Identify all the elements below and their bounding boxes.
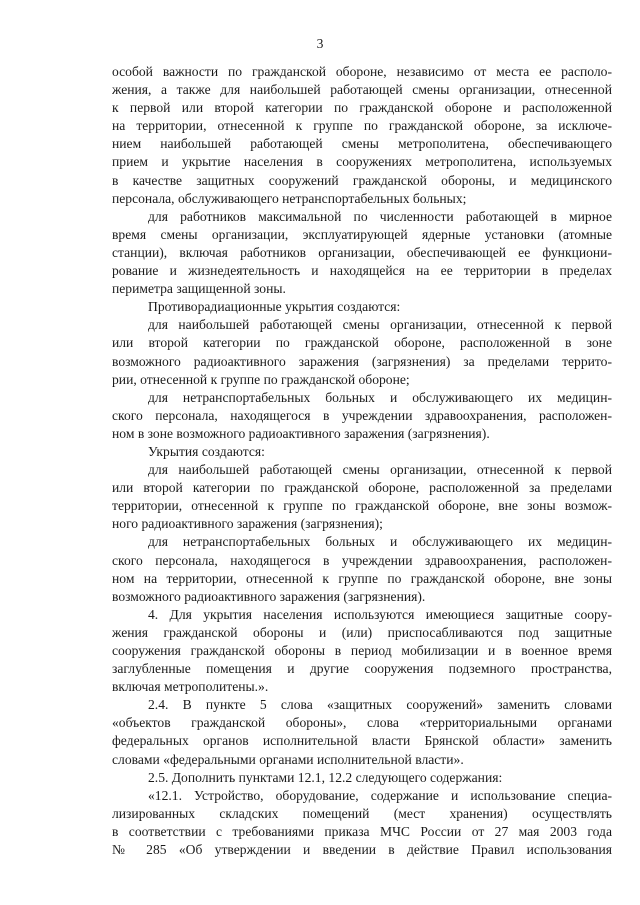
text-line: нием наибольшей работающей смены метрополитена, обеспечивающего bbox=[112, 136, 612, 152]
text-line: рование и жизнедеятельность и находящейся на ее территории в пределах bbox=[112, 263, 612, 279]
text-line: время смены организации, эксплуатирующей ядерные установки (атомные bbox=[112, 226, 612, 242]
text-line: ного радиоактивного заражения (загрязнения); bbox=[112, 516, 383, 532]
text-line: ского персонала, находящегося в учреждении здравоохранения, расположен- bbox=[112, 407, 612, 423]
text-line: ном на территории, отнесенной к группе по гражданской обороне, вне зоны bbox=[112, 570, 612, 586]
text-line: на территории, отнесенной к группе по гражданской обороне, за исключе- bbox=[112, 118, 612, 134]
text-line: рии, отнесенной к группе по гражданской обороне; bbox=[112, 371, 410, 387]
text-line: возможного радиоактивного заражения (загрязнения). bbox=[112, 588, 426, 604]
text-line: № 285 «Об утверждении и введении в действие Правил использования bbox=[112, 842, 612, 858]
text-line: 2.5. Дополнить пунктами 12.1, 12.2 следующего содержания: bbox=[148, 769, 503, 785]
text-line: особой важности по гражданской обороне, независимо от места ее располо- bbox=[112, 64, 612, 79]
text-line: 2.4. В пункте 5 слова «защитных сооружений» заменить словами bbox=[148, 697, 612, 713]
text-line: возможного радиоактивного заражения (загрязнения) за пределами террито- bbox=[112, 353, 612, 369]
text-line: к первой или второй категории по гражданской обороне и расположенной bbox=[112, 100, 612, 116]
text-line: лизированных складских помещений (мест хранения) осуществлять bbox=[112, 805, 612, 821]
text-line: или второй категории по гражданской обороне, расположенной за пределами bbox=[112, 480, 612, 496]
text-line: в соответствии с требованиями приказа МЧС России от 27 мая 2003 года bbox=[112, 823, 612, 839]
text-line: для работников максимальной по численности работающей в мирное bbox=[148, 208, 612, 224]
text-line: Укрытия создаются: bbox=[148, 443, 265, 459]
text-line: сооружения гражданской обороны в период мобилизации и в военное время bbox=[112, 643, 612, 658]
text-line: словами «федеральными органами исполнительной власти». bbox=[112, 751, 464, 767]
text-line: ном в зоне возможного радиоактивного заражения (загрязнения). bbox=[112, 425, 490, 441]
text-line: для наибольшей работающей смены организации, отнесенной к первой bbox=[148, 462, 612, 478]
text-line: или второй категории по гражданской обороне, расположенной в зоне bbox=[112, 335, 612, 351]
text-line: «объектов гражданской обороны», слова «территориальными органами bbox=[112, 715, 612, 731]
page-number: 3 bbox=[316, 36, 324, 51]
text-line: для нетранспортабельных больных и обслуживающего их медицин- bbox=[148, 389, 612, 405]
text-line: прием и укрытие населения в сооружениях метрополитена, используемых bbox=[112, 154, 612, 170]
text-line: персонала, обслуживающего нетранспортабельных больных; bbox=[112, 190, 467, 206]
text-line: жения, а также для наибольшей работающей смены организации, отнесенной bbox=[112, 82, 612, 98]
text-line: для нетранспортабельных больных и обслуживающего их медицин- bbox=[148, 534, 612, 550]
text-line: включая метрополитены.». bbox=[112, 679, 269, 695]
text-line: жения гражданской обороны и (или) приспосабливаются под защитные bbox=[112, 624, 612, 640]
text-line: территории, отнесенной к группе по гражданской обороне, вне зоны возмож- bbox=[112, 498, 612, 514]
text-line: федеральных органов исполнительной власти Брянской области» заменить bbox=[112, 733, 612, 749]
text-line: «12.1. Устройство, оборудование, содержание и использование специа- bbox=[148, 787, 612, 803]
document-body bbox=[112, 63, 612, 859]
text-line: заглубленные помещения и другие сооружения подземного пространства, bbox=[112, 661, 612, 677]
text-line: периметра защищенной зоны. bbox=[112, 281, 286, 297]
text-line: в качестве защитных сооружений гражданской обороны, и медицинского bbox=[112, 172, 612, 188]
text-line: Противорадиационные укрытия создаются: bbox=[148, 299, 401, 315]
text-line: станции), включая работников организации, обеспечивающей ее функциони- bbox=[112, 244, 612, 260]
text-line: 4. Для укрытия населения используются имеющиеся защитные соору- bbox=[148, 606, 612, 622]
text-line: ского персонала, находящегося в учреждении здравоохранения, расположен- bbox=[112, 552, 612, 568]
text-line: для наибольшей работающей смены организации, отнесенной к первой bbox=[148, 317, 612, 333]
